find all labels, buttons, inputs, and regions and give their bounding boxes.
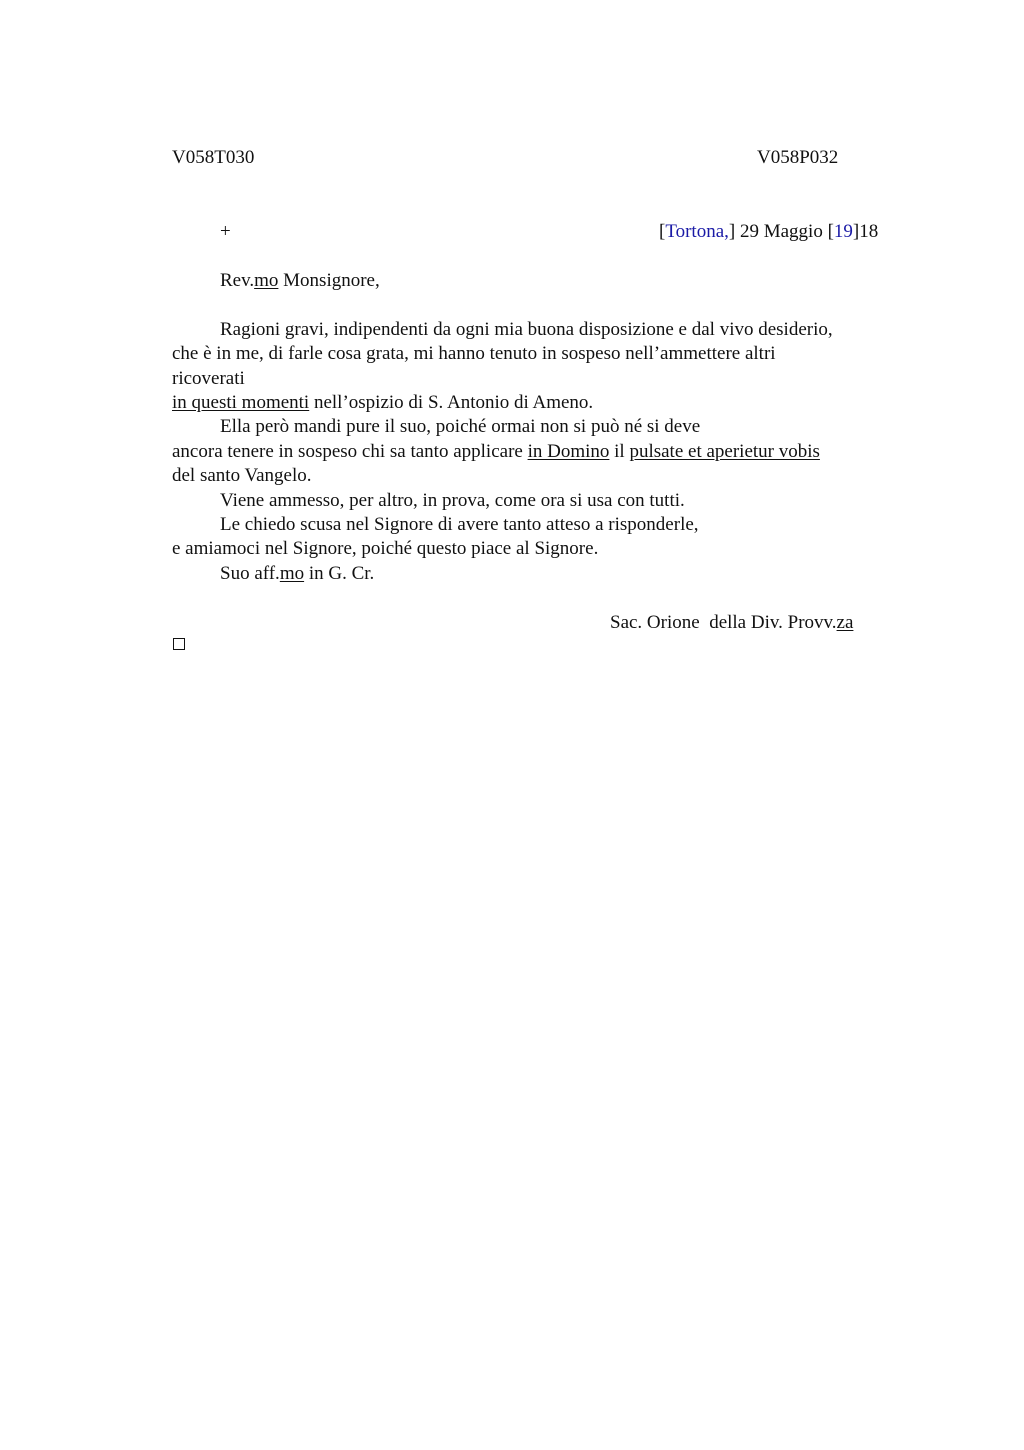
underlined-phrase: in questi momenti — [172, 392, 310, 413]
year-century: 19 — [833, 221, 853, 242]
cross-mark: + — [220, 221, 231, 242]
salutation-abbr: mo — [254, 270, 279, 291]
closing-rest: in G. Cr. — [304, 563, 375, 584]
body-line-1: Ragioni gravi, indipendenti da ogni mia buona disposizione e dal vivo desiderio, — [220, 319, 833, 340]
body-line-6 — [172, 440, 820, 464]
underlined-in-domino: in Domino — [527, 441, 610, 462]
day-month: 29 Maggio — [735, 221, 828, 242]
bracket-open: [ — [659, 221, 666, 242]
body-line-8: Viene ammesso, per altro, in prova, come ora si usa con tutti. — [220, 490, 685, 511]
underlined-latin-quote: pulsate et aperietur vobis — [629, 441, 820, 462]
document-code-left: V058T030 — [172, 147, 255, 168]
year-bracket-close: ] — [852, 221, 860, 242]
body-line-3: ricoverati — [172, 368, 245, 389]
body-line-10: e amiamoci nel Signore, poiché questo piace al Signore. — [172, 538, 599, 559]
empty-box-icon — [173, 638, 185, 650]
salutation — [220, 269, 380, 293]
body-line-7: del santo Vangelo. — [172, 465, 312, 486]
salutation-prefix: Rev. — [220, 270, 255, 291]
body-line-6-start: ancora tenere in sospeso chi sa tanto applicare — [172, 441, 528, 462]
body-line-4 — [172, 391, 593, 415]
body-line-5: Ella però mandi pure il suo, poiché ormai non si può né si deve — [220, 416, 701, 437]
signature-text: Sac. Orione della Div. Provv. — [610, 612, 837, 633]
dateline — [659, 220, 878, 244]
year-suffix: 18 — [859, 221, 879, 242]
document-code-right: V058P032 — [757, 147, 839, 168]
closing-abbr: mo — [279, 563, 305, 584]
place-name: Tortona, — [665, 221, 729, 242]
body-line-9: Le chiedo scusa nel Signore di avere tanto atteso a risponderle, — [220, 514, 699, 535]
bracket-close: ] — [728, 221, 736, 242]
signature — [610, 611, 853, 635]
signature-abbr: za — [836, 612, 854, 633]
body-line-2: che è in me, di farle cosa grata, mi hanno tenuto in sospeso nell’ammettere altri — [172, 343, 776, 364]
closing-prefix: Suo aff. — [220, 563, 280, 584]
year-bracket-open: [ — [827, 221, 834, 242]
closing — [220, 562, 374, 586]
body-line-6-mid: il — [609, 441, 630, 462]
body-line-4-rest: nell’ospizio di S. Antonio di Ameno. — [309, 392, 594, 413]
salutation-rest: Monsignore, — [278, 270, 380, 291]
